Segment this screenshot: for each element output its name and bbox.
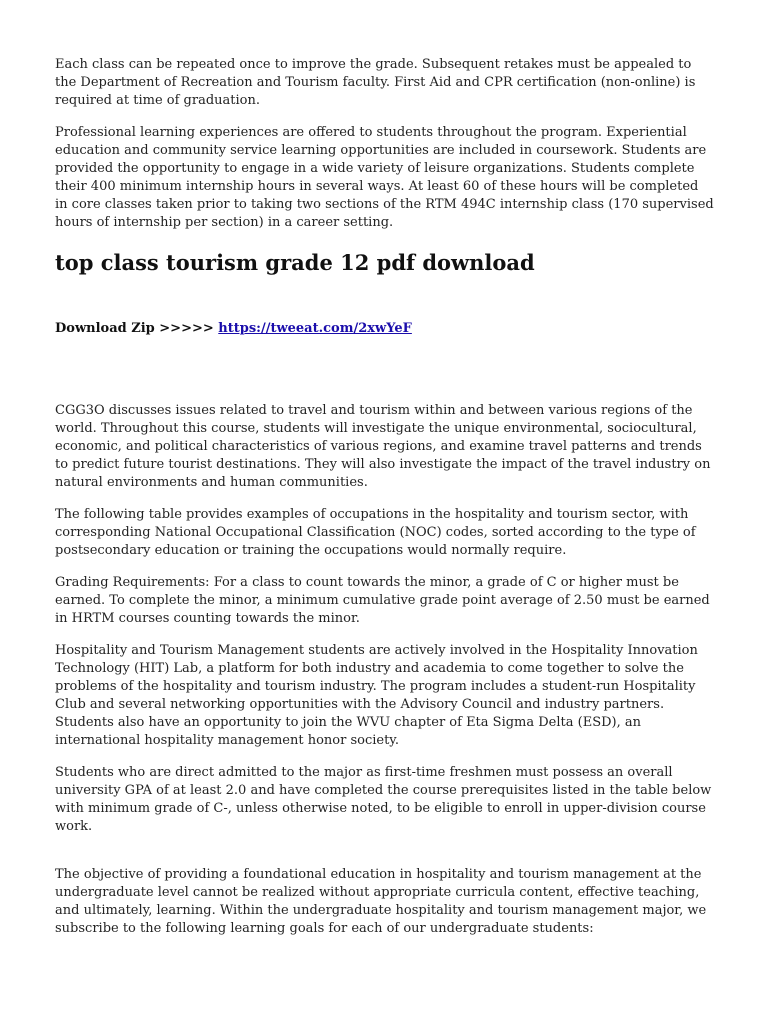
download-link[interactable]: https://tweeat.com/2xwYeF xyxy=(218,321,412,336)
download-line xyxy=(55,320,714,338)
paragraph-grading-requirements: Grading Requirements: For a class to count towards the minor, a grade of C or higher must be earned. To complete the minor, a minimum cumulative grade point average of 2.50 must be earned in HRTM courses counting towards the minor. xyxy=(55,575,710,626)
page-title: top class tourism grade 12 pdf download xyxy=(55,250,535,275)
paragraph-direct-admit: Students who are direct admitted to the major as first-time freshmen must possess an overall university GPA of at least 2.0 and have completed the course prerequisites listed in the table below with minimum grade of C-, unless otherwise noted, to be eligible to enroll in upper-division course work. xyxy=(55,765,712,834)
paragraph-noc-table: The following table provides examples of occupations in the hospitality and tourism sector, with corresponding National Occupational Classification (NOC) codes, sorted according to the type of postsecondary education or training the occupations would normally require. xyxy=(55,507,696,558)
paragraph-learning-goals: The objective of providing a foundational education in hospitality and tourism management at the undergraduate level cannot be realized without appropriate curricula content, effective teaching, and ultimately, learning. Within the undergraduate hospitality and tourism management major, we subscribe to the following learning goals for each of our undergraduate students: xyxy=(55,867,707,936)
paragraph-hit-lab: Hospitality and Tourism Management students are actively involved in the Hospitality Innovation Technology (HIT) Lab, a platform for both industry and academia to come together to solve the problems of the hospitality and tourism industry. The program includes a student-run Hospitality Club and several networking opportunities with the Advisory Council and industry partners. Students also have an opportunity to join the WVU chapter of Eta Sigma Delta (ESD), an international hospitality management honor society. xyxy=(55,643,698,748)
paragraph-cgg3o: CGG3O discusses issues related to travel and tourism within and between various regions of the world. Throughout this course, students will investigate the unique environmental, sociocultural, economic, and political characteristics of various regions, and examine travel patterns and trends to predict future tourist destinations. They will also investigate the impact of the travel industry on natural environments and human communities. xyxy=(55,403,711,490)
intro-paragraph-retakes: Each class can be repeated once to improve the grade. Subsequent retakes must be appealed to the Department of Recreation and Tourism faculty. First Aid and CPR certification (non-online) is required at time of graduation. xyxy=(55,57,696,108)
intro-paragraph-internship: Professional learning experiences are offered to students throughout the program. Experiential education and community service learning opportunities are included in coursework. Students are provided the opportunity to engage in a wide variety of leisure organizations. Students complete their 400 minimum internship hours in several ways. At least 60 of these hours will be completed in core classes taken prior to taking two sections of the RTM 494C internship class (170 supervised hours of internship per section) in a career setting. xyxy=(55,125,714,230)
download-label: Download Zip >>>>> xyxy=(55,321,219,336)
